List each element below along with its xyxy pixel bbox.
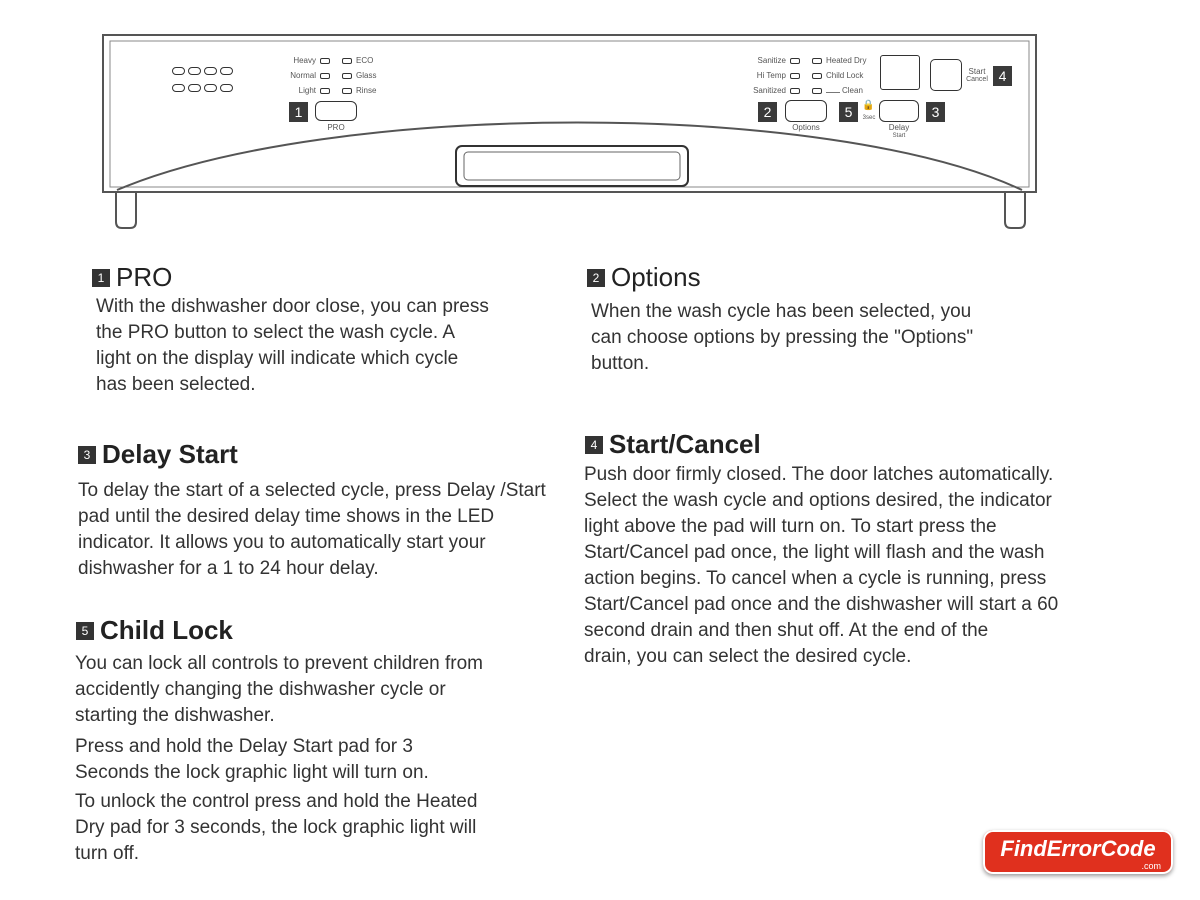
led-eco bbox=[342, 58, 352, 64]
start-pad-label-1: Start bbox=[968, 67, 986, 76]
logo-suffix: .com bbox=[1141, 861, 1161, 871]
section-delay-heading bbox=[78, 439, 238, 470]
led-label-normal: Normal bbox=[290, 71, 316, 80]
led-label-clean: Clean bbox=[842, 86, 863, 95]
section-pro-number: 1 bbox=[92, 269, 110, 287]
pro-pad[interactable] bbox=[315, 101, 357, 121]
options-pad[interactable] bbox=[785, 100, 827, 122]
dishwasher-outline bbox=[0, 0, 1200, 240]
logo-text: FindErrorCode bbox=[1000, 836, 1156, 861]
callout-1: 1 bbox=[289, 102, 308, 122]
led-rinse bbox=[342, 88, 352, 94]
led-label-heated-dry: Heated Dry bbox=[826, 56, 867, 65]
clean-leader-line bbox=[826, 92, 840, 93]
section-delay-title: Delay Start bbox=[102, 439, 238, 469]
led-glass bbox=[342, 73, 352, 79]
led-child-lock bbox=[812, 73, 822, 79]
delay-display-row-1 bbox=[172, 67, 233, 75]
lock-icon: 🔒 bbox=[862, 100, 875, 111]
section-start-number: 4 bbox=[585, 436, 603, 454]
start-cancel-pad[interactable] bbox=[930, 59, 962, 91]
delay-display-row-2 bbox=[172, 84, 233, 92]
section-lock-number: 5 bbox=[76, 622, 94, 640]
led-label-eco: ECO bbox=[356, 56, 374, 65]
pro-pad-label: PRO bbox=[327, 123, 345, 132]
section-options-body: When the wash cycle has been selected, you can choose options by pressing the "Options" button. bbox=[591, 301, 974, 374]
callout-3: 3 bbox=[926, 102, 945, 122]
led-label-rinse: Rinse bbox=[356, 86, 377, 95]
section-lock-title: Child Lock bbox=[100, 615, 233, 645]
delay-pad-label-1: Delay bbox=[888, 123, 910, 132]
led-label-heavy: Heavy bbox=[293, 56, 316, 65]
section-lock-body-3: To unlock the control press and hold the Heated Dry pad for 3 seconds, the lock graphic light will turn off. bbox=[75, 791, 478, 864]
section-pro-title: PRO bbox=[116, 262, 173, 292]
section-options-heading bbox=[587, 262, 701, 293]
section-pro-heading bbox=[92, 262, 172, 293]
section-delay-number: 3 bbox=[78, 446, 96, 464]
delay-pad-label-2: Start bbox=[892, 133, 906, 139]
led-label-glass: Glass bbox=[356, 71, 377, 80]
section-lock-heading bbox=[76, 615, 233, 646]
led-label-light: Light bbox=[298, 86, 316, 95]
section-options-title: Options bbox=[611, 262, 701, 292]
start-pad-label-2: Cancel bbox=[966, 76, 988, 83]
led-hi-temp bbox=[790, 73, 800, 79]
delay-start-pad[interactable] bbox=[879, 100, 919, 122]
section-start-title: Start/Cancel bbox=[609, 429, 761, 459]
options-pad-label: Options bbox=[792, 123, 820, 132]
led-clean bbox=[812, 88, 822, 94]
led-light bbox=[320, 88, 330, 94]
lock-hint: 3sec bbox=[862, 115, 876, 121]
finderrorcode-logo[interactable] bbox=[983, 830, 1173, 874]
section-lock-body-1: You can lock all controls to prevent children from accidently changing the dishwasher cycle or starting the dishwasher. bbox=[75, 653, 484, 726]
led-sanitized bbox=[790, 88, 800, 94]
led-label-hi-temp: Hi Temp bbox=[756, 71, 786, 80]
led-label-sanitized: Sanitized bbox=[753, 86, 786, 95]
section-start-heading bbox=[585, 429, 761, 460]
led-sanitize bbox=[790, 58, 800, 64]
heated-dry-pad[interactable] bbox=[880, 55, 920, 90]
callout-4: 4 bbox=[993, 66, 1012, 86]
section-options-number: 2 bbox=[587, 269, 605, 287]
led-label-child-lock: Child Lock bbox=[826, 71, 864, 80]
callout-5: 5 bbox=[839, 102, 858, 122]
section-lock-body-2: Press and hold the Delay Start pad for 3 Seconds the lock graphic light will turn on. bbox=[75, 736, 429, 783]
callout-2: 2 bbox=[758, 102, 777, 122]
section-pro-body: With the dishwasher door close, you can press the PRO button to select the wash cycle. A light on the display will indicate which cycle has been selected. bbox=[96, 296, 489, 395]
section-delay-body: To delay the start of a selected cycle, press Delay /Start pad until the desired delay time shows in the LED indicator. It allows you to automatically start your dishwasher for a 1 to 24 hour delay. bbox=[78, 480, 546, 579]
led-heavy bbox=[320, 58, 330, 64]
section-start-body: Push door firmly closed. The door latches automatically. Select the wash cycle and options desired, the indicator light above the pad will turn on. To start press the Start/Cancel pad once, the light will flash and the wash action begins. To cancel when a cycle is running, press Start/Cancel pad once and the dishwasher will start a 60 second drain and then shut off. At the end of the drain, you can select the desired cycle. bbox=[584, 464, 1059, 667]
led-normal bbox=[320, 73, 330, 79]
led-label-sanitize: Sanitize bbox=[757, 56, 786, 65]
led-heated-dry bbox=[812, 58, 822, 64]
